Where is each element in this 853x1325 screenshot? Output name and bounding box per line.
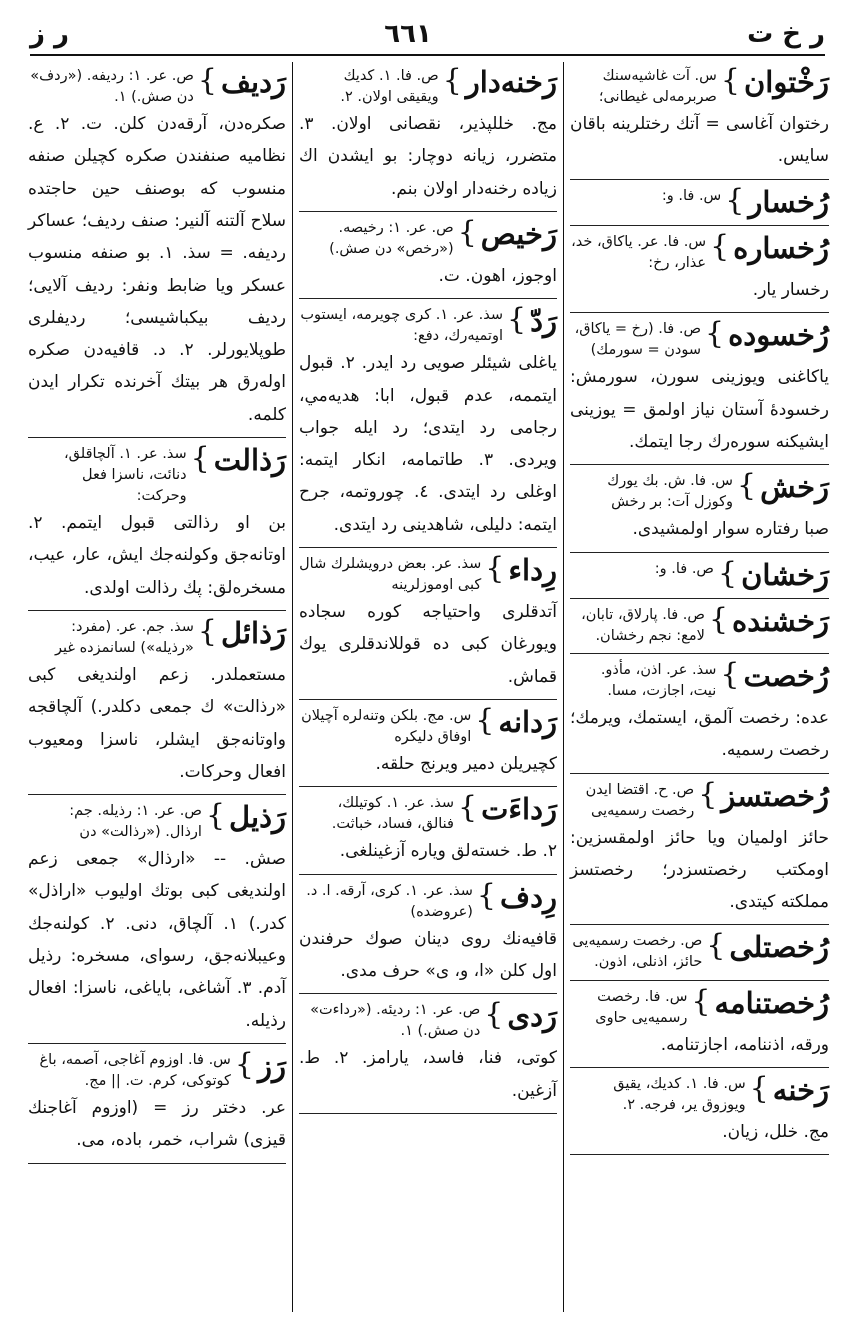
dictionary-entry [299,550,557,700]
entry-head-row [570,555,829,592]
entry-headword: رُخصتلی [729,930,829,965]
dictionary-entry [299,301,557,548]
entry-headword: رَز [257,1048,286,1083]
dictionary-entry [28,1046,286,1164]
entry-grammar: س. فا. اوزوم آغاجی، آصمه، باغ کوتوکی، کرم. ت. || مج. [39,1051,231,1089]
entry-definition: رخسار یار. [752,280,829,300]
entry-grammar: ص. عر. ۱: رخیصه. («رخص» دن صش.) [329,219,454,257]
entry-headword: رَدّ [530,304,557,339]
brace-symbol: } [476,877,497,913]
dictionary-entry [28,613,286,795]
entry-head-row [299,790,557,835]
entry-definition: ورقه، اذننامه، اجازتنامه. [660,1034,829,1055]
brace-symbol: } [197,613,217,649]
entry-grammar: س. فا. عر. یاکاق، خد، عذار، رخ: [571,233,707,271]
dictionary-entry [570,1070,829,1155]
entry-head-row [570,316,829,361]
entry-head-row [570,983,829,1029]
brace-symbol: } [234,1046,254,1082]
entry-head-row [570,928,829,973]
dictionary-entry [299,996,557,1114]
dictionary-entry [28,797,286,1044]
brace-symbol: } [475,702,495,738]
dictionary-entry [570,182,829,226]
entry-definition: اوجوز، اهون. ت. [438,265,557,286]
brace-symbol: } [506,302,527,338]
page-header [30,14,825,56]
entry-headword: رُخصتنامه [714,985,829,1020]
entry-definition: کچیریلن دمیر ویرنج حلقه. [375,754,557,775]
entry-grammar: سذ. عر. بعض درویشلرك شال کبی اوموزلرینه [299,556,482,594]
brace-symbol: } [205,798,226,834]
entry-headword: رَخنه‌دار [465,65,557,99]
brace-symbol: } [484,997,504,1033]
entry-grammar: سذ. عر. اذن، مأذو. نیت، اجازت، مسا. [600,661,717,699]
entry-definition: صکره‌دن، آرقه‌دن کلن. ت. ۲. ع. نظامیه صنفندن صکره کچیلن صنفه منسوب که بوصنف حین حاجتده سلاح آلتنه آلنیر: صنف ردیف؛ عساکر ردیفه. = سذ. ۱. بو صنفه منسوب عسکر ویا ضابط ونفر: ردیف آلایی؛ ردیف بیکباشیسی؛ ردیفلری طوپلایورلر. ۲. د. قافیه‌دن صکره اوله‌رق هر بیتك آخرنده تکرار ایدن کلمه. [28,114,287,425]
entry-definition: یاکاغنی ویوزینی سورن، سورمش: رخسودهٔ آستان نیاز اولمق = یوزینی ایشیکنه سوره‌رك رجا ایتمك. [570,367,829,452]
page-number: ٦٦١ [384,19,432,49]
entry-head-row [570,1070,829,1116]
brace-symbol: } [720,656,740,692]
brace-symbol: } [457,790,478,826]
dictionary-entry [570,927,829,980]
entry-grammar: ص. فا. پارلاق، تابان، لامع: نجم رخشان. [581,606,705,644]
dictionary-entry [299,62,557,212]
entry-definition: مج. خللپذیر، نقصانی اولان. ۳. متضرر، زیانه دوچار: بو ایشدن اك زیاده رخنه‌دار اولان بنم. [299,114,557,199]
header-letters-right: ر خ ت [747,19,825,49]
brace-symbol: } [717,555,738,591]
entry-head-row [299,997,557,1042]
entry-definition: یاغلی شیئلر صویی رد ایدر. ۲. قبول ایتممه، عدم قبول، ابا: هدیه‌مي، رجامی رد ایتدی؛ رد ایله جواب ویردی. ۳. طاتمامه، انکار ایتمه: اوغلی رد ایتدی. ٤. چوروتمه، جرح ایتمه: دلیلی، شاهدینی رد ایتدی. [299,353,557,535]
entry-headword: رَخشنده [732,603,829,638]
brace-symbol: } [442,63,462,98]
entry-headword: رُخسار [748,184,829,219]
dictionary-columns [20,62,835,1312]
entry-head-row [28,613,286,659]
entry-grammar: ص. رخصت رسمیه‌یی حائز، اذنلی، اذون. [572,933,703,971]
dictionary-entry [299,789,557,874]
entry-headword: رَخشان [741,557,829,592]
entry-definition: بن او رذالتی قبول ایتمم. ۲. اوتانه‌جق وکولنه‌جك ایش، عار، عیب، مسخره‌لق: پك رذالت اولدی. [28,513,286,598]
dictionary-entry [299,702,557,787]
entry-head-row [299,214,557,260]
brace-symbol: } [725,182,745,218]
dictionary-entry [570,776,829,926]
brace-symbol: } [708,601,729,637]
entry-definition: کوتی، فنا، فاسد، یارامز. ۲. ط. آزغین. [299,1048,557,1101]
entry-head-row [28,63,286,108]
entry-headword: رَداءَت [481,792,557,827]
brace-symbol: } [485,551,505,587]
entry-grammar: س. فا. ۱. کدیك، یقیق ویوزوق یر، فرجه. ۲. [613,1075,746,1113]
entry-headword: رُخصت [743,658,829,693]
entry-headword: رَدی [507,999,557,1034]
entry-headword: رَدانه [498,704,557,739]
entry-head-row [570,601,829,647]
entry-grammar: س. مج. بلکن وتنه‌لره آچیلان اوفاق دلیکره [301,707,472,745]
entry-head-row [28,441,286,507]
dictionary-entry [570,656,829,774]
entry-definition: مج. خلل، زیان. [722,1121,829,1142]
brace-symbol: } [749,1070,769,1106]
entry-head-row [299,551,557,596]
dictionary-entry [28,62,286,438]
entry-definition: ۲. ط. خسته‌لق ویاره آزغینلغی. [339,841,557,862]
entry-definition: صش. -- «ارذال» جمعی زعم اولندیغی کبی بوتك اولیوب «اراذل» کدر.) ۱. آلچاق، دنی. ۲. کولنه‌جك وعیبلانه‌جق، رسوای، مسخره: رذیل آدم. ۳. آشاغی، بایاغی، ناسزا: افعال رذیله. [28,849,286,1031]
brace-symbol: } [710,228,730,264]
entry-definition: مستعملدر. زعم اولندیغی کبی «رذالت» ك جمعی دکلدر.) آلچاقجه واوتانه‌جق ایشلر، ناسزا ومعیوب افعال وحرکات. [28,664,286,782]
brace-symbol: } [698,776,718,812]
dictionary-entry [570,983,829,1068]
entry-head-row [570,776,829,822]
brace-symbol: } [705,316,725,352]
entry-head-row [299,877,557,923]
entry-head-row [570,182,829,219]
entry-headword: رُخصتسز [721,778,829,813]
entry-definition: آتدقلری واحتیاجه کوره سجاده ویورغان کبی ده قوللاندقلری یوك قماش. [299,602,557,687]
entry-definition: عده: رخصت آلمق، ایستمك، ویرمك؛ رخصت رسمیه. [570,707,829,761]
dictionary-entry [299,214,557,299]
dictionary-entry [570,467,829,552]
entry-grammar: سذ. عر. ۱. کری چویرمه، ایستوب اوتمیه‌رك، دفع: [300,307,503,345]
entry-head-row [299,302,557,347]
brace-symbol: } [720,63,740,98]
brace-symbol: } [706,928,726,964]
dictionary-entry [570,62,829,180]
entry-definition: عر. دختر رز = (اوزوم آغاجنك قیزی) شراب، خمر، باده، می. [28,1098,286,1151]
entry-head-row [570,63,829,108]
column-middle [293,62,564,1312]
entry-headword: رِداء [508,553,557,588]
column-left [22,62,293,1312]
entry-headword: رَذالت [213,443,286,477]
header-letters-left: ر ز [30,19,70,49]
entry-headword: رِدف [500,879,557,914]
entry-headword: رَذائل [220,615,286,650]
entry-grammar: ص. عر. ۱: ردیئه. («رداءت» دن صش.) ۱. [310,1002,481,1040]
entry-headword: رَخیص [480,216,557,251]
entry-grammar: سذ. عر. ۱. کری، آرقه. ا. د. (عروضده) [306,882,473,920]
entry-grammar: سذ. عر. ۱. کوتیلك، فنالق، فساد، خباثت. [331,795,454,833]
entry-grammar: ص. عر. ۱: رذیله. جم: ارذال. («رذالت» دن [69,803,202,841]
entry-grammar: ص. فا. و: [654,560,714,577]
entry-grammar: ص. فا. (رخ = یاکاق، سودن = سورمك) [574,321,701,359]
entry-headword: رَخْتوان [743,65,829,99]
column-right [564,62,835,1312]
entry-grammar: ص. عر. ۱: ردیفه. («ردف» دن صش.) ۱. [30,68,194,106]
brace-symbol: } [197,63,217,98]
dictionary-entry [299,877,557,995]
entry-grammar: س. آت غاشیه‌سنك صربرمه‌لی غیطانی؛ [598,68,717,106]
entry-grammar: س. فا. رخصت رسمیه‌یی حاوی [595,988,688,1026]
entry-head-row [28,1046,286,1092]
entry-headword: رَخش [760,470,829,505]
entry-head-row [570,656,829,702]
entry-definition: حائز اولمیان ویا حائز اولمقسزین: اومکتب رخصتسزدر؛ رخصتسز مملکته کیتدی. [570,827,829,913]
entry-head-row [570,468,829,513]
dictionary-entry [570,315,829,465]
brace-symbol: } [457,214,477,250]
entry-grammar: س. فا. و: [661,187,722,204]
entry-definition: قافیه‌نك روی دینان صوك حرفندن اول کلن «ا، و، ی» حرف مدی. [299,928,557,981]
brace-symbol: } [190,441,210,476]
dictionary-entry [570,555,829,599]
entry-headword: رَخنه [772,1072,829,1107]
entry-headword: رُخسوده [728,318,829,353]
entry-headword: رَدیف [220,65,286,99]
entry-grammar: ص. ح. اقتضا ایدن رخصت رسمیه‌یی [585,781,695,819]
dictionary-entry [570,228,829,313]
entry-head-row [570,228,829,274]
entry-head-row [299,702,557,748]
brace-symbol: } [737,468,757,504]
entry-head-row [28,798,286,843]
entry-grammar: س. فا. ش. بك یورك وکوزل آت: بر رخش [607,473,733,511]
entry-definition: صبا رفتاره سوار اولمشیدی. [632,519,829,540]
entry-grammar: ص. فا. ۱. کدیك ویقیقی اولان. ۲. [340,68,439,106]
entry-headword: رُخساره [733,230,829,265]
entry-grammar: سذ. عر. ۱. آلچاقلق، دنائت، ناسزا فعل وحرکت: [64,446,187,505]
entry-grammar: سذ. جم. عر. (مفرد: «رذیله») لسانمزده غیر [55,618,194,656]
brace-symbol: } [691,983,711,1019]
entry-definition: رختوان آغاسی = آتك رختلرینه باقان سایس. [570,114,829,167]
dictionary-entry [570,601,829,654]
entry-head-row [299,63,557,108]
dictionary-entry [28,440,286,611]
entry-headword: رَذیل [229,800,286,835]
